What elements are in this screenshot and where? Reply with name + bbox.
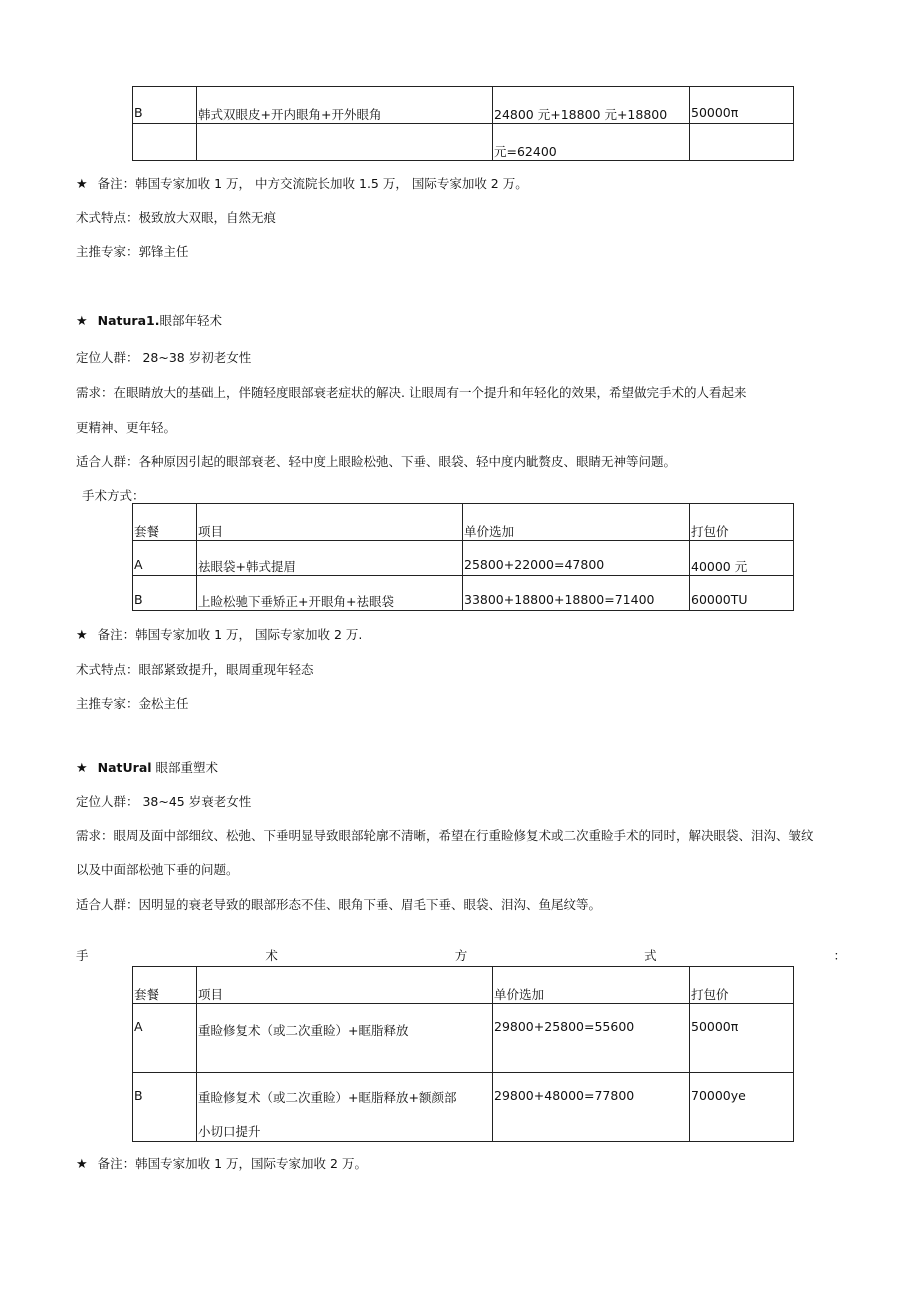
method-label: 手术方式： bbox=[82, 488, 145, 503]
item-cell bbox=[197, 124, 493, 161]
need-line: 需求：眼周及面中部细纹、松弛、下垂明显导致眼部轮廓不清晰，希望在行重睑修复术或二次重睑手术的同时，解决眼袋、泪沟、皱纹 bbox=[76, 828, 814, 843]
price-cell: 元=62400 bbox=[493, 124, 690, 161]
package-cell: B bbox=[133, 87, 197, 124]
need-line-cont: 以及中面部松弛下垂的问题。 bbox=[76, 862, 239, 877]
table-row bbox=[133, 124, 794, 161]
star-icon: ★ bbox=[76, 177, 88, 192]
package-cell: B bbox=[133, 1073, 197, 1142]
package-cell bbox=[133, 124, 197, 161]
target-line: 定位人群： 38~45 岁衰老女性 bbox=[76, 794, 252, 809]
method-label: 手 术 方 式 ： bbox=[76, 948, 846, 963]
note-line: ★ 备注：韩国专家加收 1 万，国际专家加收 2 万。 bbox=[76, 1156, 367, 1172]
suitable-line: 适合人群：各种原因引起的眼部衰老、轻中度上眼睑松弛、下垂、眼袋、轻中度内眦赘皮、眼睛无神等问题。 bbox=[76, 454, 677, 469]
table-header-row bbox=[133, 967, 794, 1004]
package-cell: A bbox=[133, 541, 197, 576]
note-line: ★ 备注：韩国专家加收 1 万， 国际专家加收 2 万. bbox=[76, 627, 363, 643]
header-item: 项目 bbox=[197, 504, 463, 541]
bundle-cell: 50000π bbox=[690, 87, 794, 124]
star-icon: ★ bbox=[76, 314, 88, 329]
header-price: 单价选加 bbox=[463, 504, 690, 541]
item-cell: 上睑松驰下垂矫正+开眼角+祛眼袋 bbox=[197, 576, 463, 611]
feature-line: 术式特点：极致放大双眼，自然无痕 bbox=[76, 210, 277, 225]
expert-line: 主推专家：郭锋主任 bbox=[76, 244, 189, 259]
expert-line: 主推专家：金松主任 bbox=[76, 696, 189, 711]
header-bundle: 打包价 bbox=[690, 504, 794, 541]
bundle-cell: 70000ye bbox=[690, 1073, 794, 1142]
header-package: 套餐 bbox=[133, 967, 197, 1004]
bundle-cell: 60000TU bbox=[690, 576, 794, 611]
star-icon: ★ bbox=[76, 761, 88, 776]
package-table-top bbox=[132, 86, 794, 161]
price-cell: 33800+18800+18800=71400 bbox=[463, 576, 690, 611]
package-table-3 bbox=[132, 966, 794, 1142]
table-row bbox=[133, 87, 794, 124]
table-row bbox=[133, 1004, 794, 1073]
section-title: ★ NatUral 眼部重塑术 bbox=[76, 760, 219, 776]
item-cell: 韩式双眼皮+开内眼角+开外眼角 bbox=[197, 87, 493, 124]
need-line-cont: 更精神、更年轻。 bbox=[76, 420, 177, 435]
table-header-row bbox=[133, 504, 794, 541]
package-table-2 bbox=[132, 503, 794, 611]
note-line: ★ 备注：韩国专家加收 1 万， 中方交流院长加收 1.5 万， 国际专家加收 2 万。 bbox=[76, 176, 528, 192]
price-cell: 25800+22000=47800 bbox=[463, 541, 690, 576]
header-package: 套餐 bbox=[133, 504, 197, 541]
bundle-cell bbox=[690, 124, 794, 161]
header-price: 单价选加 bbox=[493, 967, 690, 1004]
package-cell: A bbox=[133, 1004, 197, 1073]
price-cell: 24800 元+18800 元+18800 bbox=[493, 87, 690, 124]
item-cell: 重睑修复术（或二次重睑）+眶脂释放 bbox=[197, 1004, 493, 1073]
star-icon: ★ bbox=[76, 628, 88, 643]
header-bundle: 打包价 bbox=[690, 967, 794, 1004]
suitable-line: 适合人群：因明显的衰老导致的眼部形态不佳、眼角下垂、眉毛下垂、眼袋、泪沟、鱼尾纹等。 bbox=[76, 897, 602, 912]
table-row bbox=[133, 541, 794, 576]
table-row bbox=[133, 576, 794, 611]
header-item: 项目 bbox=[197, 967, 493, 1004]
star-icon: ★ bbox=[76, 1157, 88, 1172]
price-cell: 29800+25800=55600 bbox=[493, 1004, 690, 1073]
target-line: 定位人群： 28~38 岁初老女性 bbox=[76, 350, 252, 365]
table-row bbox=[133, 1073, 794, 1142]
feature-line: 术式特点：眼部紧致提升，眼周重现年轻态 bbox=[76, 662, 314, 677]
need-line: 需求：在眼睛放大的基础上，伴随轻度眼部衰老症状的解决. 让眼周有一个提升和年轻化的效果，希望做完手术的人看起来 bbox=[76, 385, 747, 400]
section-title: ★ Natura1.眼部年轻术 bbox=[76, 313, 222, 329]
bundle-cell: 40000 元 bbox=[690, 541, 794, 576]
bundle-cell: 50000π bbox=[690, 1004, 794, 1073]
item-cell: 重睑修复术（或二次重睑）+眶脂释放+额颜部 小切口提升 bbox=[197, 1073, 493, 1142]
item-cell: 祛眼袋+韩式提眉 bbox=[197, 541, 463, 576]
price-cell: 29800+48000=77800 bbox=[493, 1073, 690, 1142]
package-cell: B bbox=[133, 576, 197, 611]
